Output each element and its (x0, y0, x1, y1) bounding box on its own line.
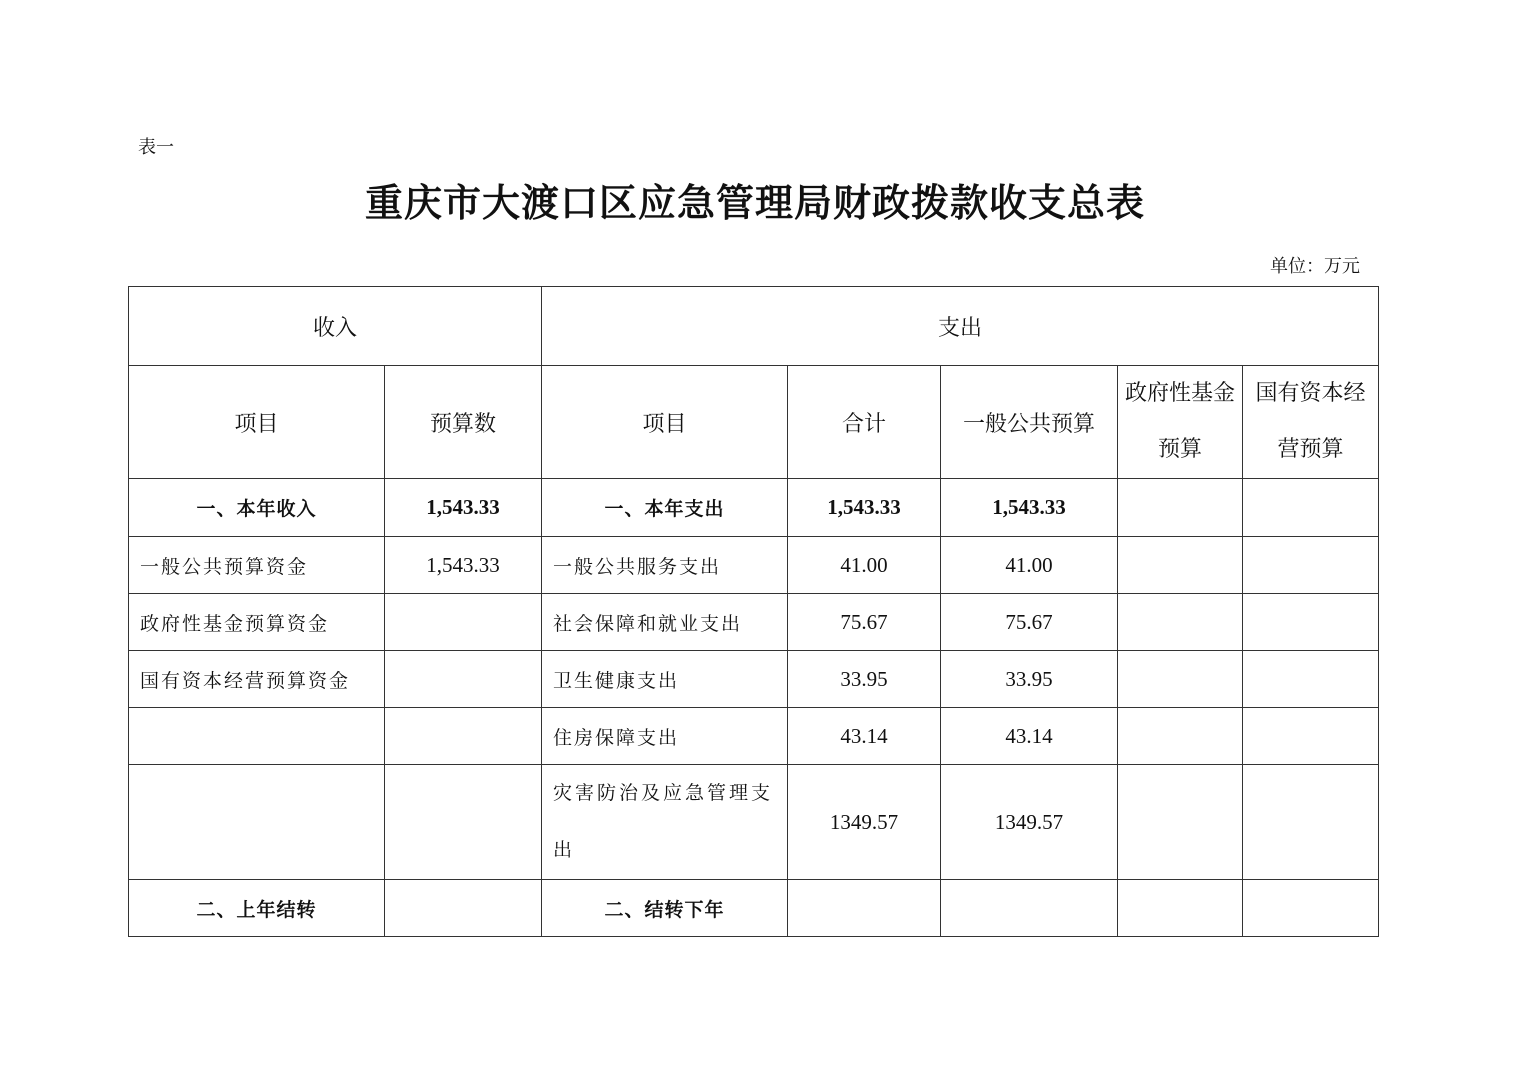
table-row (129, 479, 1379, 537)
income-item-cell: 国有资本经营预算资金 (129, 651, 385, 708)
state-capital-cell (1243, 594, 1379, 651)
expense-item-cell: 社会保障和就业支出 (542, 594, 788, 651)
state-capital-cell (1243, 765, 1379, 880)
total-cell: 33.95 (788, 651, 941, 708)
income-value-cell: 1,543.33 (385, 537, 542, 594)
total-cell: 1349.57 (788, 765, 941, 880)
general-cell: 33.95 (941, 651, 1118, 708)
general-cell: 75.67 (941, 594, 1118, 651)
state-capital-cell (1243, 880, 1379, 937)
total-header: 合计 (788, 366, 941, 479)
state-capital-cell (1243, 651, 1379, 708)
gov-fund-cell (1118, 708, 1243, 765)
income-budget-header: 预算数 (385, 366, 542, 479)
expense-header: 支出 (542, 287, 1379, 366)
document-title: 重庆市大渡口区应急管理局财政拨款收支总表 (364, 180, 1145, 225)
total-cell: 75.67 (788, 594, 941, 651)
expense-item-cell: 一、本年支出 (542, 479, 788, 537)
table-row (129, 708, 1379, 765)
general-cell: 1,543.33 (941, 479, 1118, 537)
total-cell: 43.14 (788, 708, 941, 765)
income-value-cell (385, 880, 542, 937)
gov-fund-cell (1118, 594, 1243, 651)
budget-table (128, 286, 1379, 937)
expense-item-header: 项目 (542, 366, 788, 479)
state-capital-cell (1243, 537, 1379, 594)
expense-item-cell: 灾害防治及应急管理支出 (542, 765, 788, 880)
expense-item-cell: 二、结转下年 (542, 880, 788, 937)
gov-fund-cell (1118, 651, 1243, 708)
income-value-cell (385, 594, 542, 651)
state-capital-cell (1243, 479, 1379, 537)
table-row (129, 594, 1379, 651)
gov-fund-cell (1118, 479, 1243, 537)
income-value-cell (385, 708, 542, 765)
income-item-cell (129, 765, 385, 880)
gov-fund-header: 政府性基金预算 (1118, 366, 1243, 479)
unit-label: 单位：万元 (1270, 256, 1360, 277)
table-number-label: 表一 (138, 137, 174, 158)
table-row (129, 366, 1379, 479)
general-cell: 41.00 (941, 537, 1118, 594)
income-value-cell (385, 651, 542, 708)
income-header: 收入 (129, 287, 542, 366)
state-capital-header: 国有资本经营预算 (1243, 366, 1379, 479)
income-item-cell: 政府性基金预算资金 (129, 594, 385, 651)
gov-fund-cell (1118, 537, 1243, 594)
gov-fund-cell (1118, 765, 1243, 880)
table-row (129, 765, 1379, 880)
income-item-cell: 二、上年结转 (129, 880, 385, 937)
total-cell: 41.00 (788, 537, 941, 594)
table-row (129, 287, 1379, 366)
expense-item-cell: 住房保障支出 (542, 708, 788, 765)
income-item-cell: 一、本年收入 (129, 479, 385, 537)
general-budget-header: 一般公共预算 (941, 366, 1118, 479)
table-row (129, 651, 1379, 708)
income-item-cell: 一般公共预算资金 (129, 537, 385, 594)
general-cell (941, 880, 1118, 937)
table-row (129, 880, 1379, 937)
income-item-cell (129, 708, 385, 765)
general-cell: 1349.57 (941, 765, 1118, 880)
gov-fund-cell (1118, 880, 1243, 937)
state-capital-cell (1243, 708, 1379, 765)
general-cell: 43.14 (941, 708, 1118, 765)
table-row (129, 537, 1379, 594)
income-value-cell (385, 765, 542, 880)
expense-item-cell: 卫生健康支出 (542, 651, 788, 708)
expense-item-cell: 一般公共服务支出 (542, 537, 788, 594)
income-value-cell: 1,543.33 (385, 479, 542, 537)
total-cell: 1,543.33 (788, 479, 941, 537)
total-cell (788, 880, 941, 937)
income-item-header: 项目 (129, 366, 385, 479)
